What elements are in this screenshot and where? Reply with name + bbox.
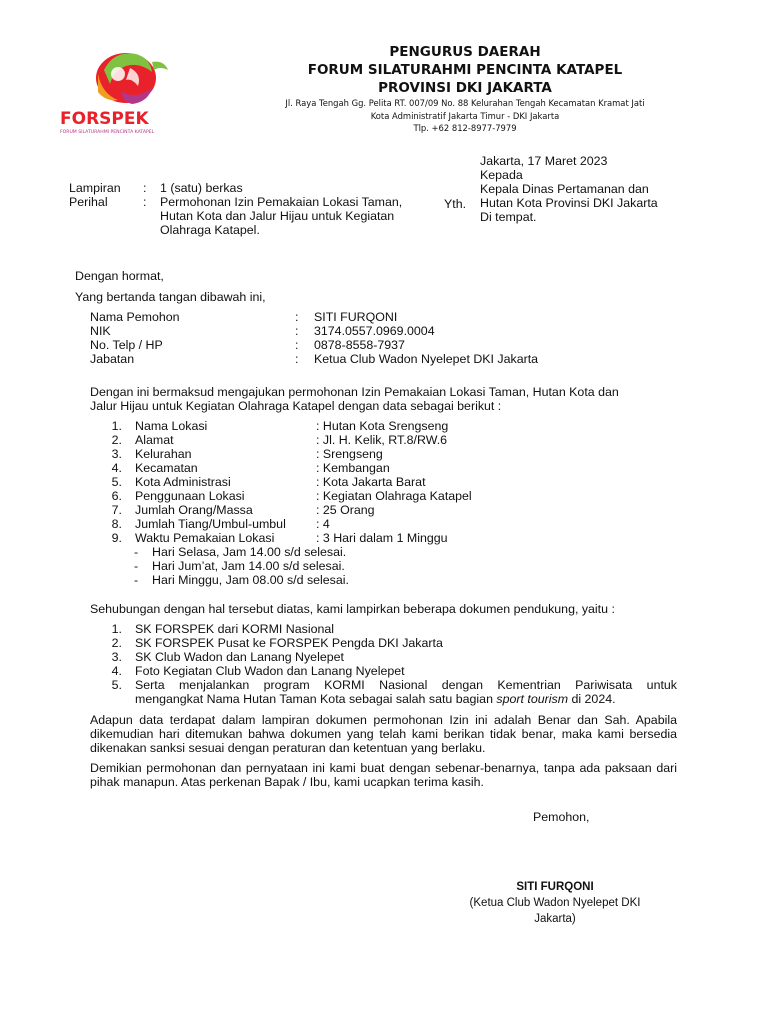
detail-number: 9. [111, 531, 122, 545]
logo-subtext: FORUM SILATURAHMI PENCINTA KATAPEL [60, 130, 155, 135]
detail-value: : Hutan Kota Srengseng [316, 419, 449, 433]
request-paragraph-line: Jalur Hijau untuk Kegiatan Olahraga Katapel dengan data sebagai berikut : [90, 399, 502, 413]
detail-label: Jumlah Orang/Massa [135, 503, 253, 517]
org-level: PENGURUS DAERAH [389, 44, 541, 60]
applicant-label: Jabatan [90, 352, 135, 366]
intro: Yang bertanda tangan dibawah ini, [75, 290, 266, 304]
detail-number: 8. [111, 517, 122, 531]
detail-label: Kota Administrasi [135, 475, 231, 489]
detail-label: Kecamatan [135, 461, 198, 475]
detail-value: : 25 Orang [316, 503, 375, 517]
perihal-label: Perihal [69, 195, 108, 209]
detail-label: Jumlah Tiang/Umbul-umbul [135, 517, 286, 531]
doc5-text-end: di 2024. [568, 692, 616, 706]
detail-number: 2. [111, 433, 122, 447]
detail-number: 5. [111, 475, 122, 489]
perihal-line: Hutan Kota dan Jalur Hijau untuk Kegiatan [160, 209, 395, 223]
detail-number: 3. [111, 447, 122, 461]
document-number: 3. [111, 650, 122, 664]
applicant-colon: : [295, 324, 299, 338]
lampiran-label: Lampiran [69, 181, 121, 195]
closing-paragraph: Demikian permohonan dan pernyataan ini kami buat dengan sebenar-benarnya, tanpa ada paksaan dari pihak manapun. Atas perkenan Bapak / Ibu, kami ucapkan terima kasih. [90, 761, 677, 790]
org-phone: Tlp. +62 812-8977-7979 [413, 123, 517, 133]
recipient-yth: Yth. [444, 197, 467, 211]
document-item-continued [135, 692, 616, 706]
recipient-place: Di tempat. [480, 210, 537, 224]
logo-emblem [96, 53, 168, 104]
forspek-logo [52, 44, 212, 136]
applicant-colon: : [295, 338, 299, 352]
signature-name: SITI FURQONI [516, 881, 594, 893]
detail-value: : Kembangan [316, 461, 390, 475]
document-item: Foto Kegiatan Club Wadon dan Lanang Nyelepet [135, 664, 405, 678]
detail-number: 4. [111, 461, 122, 475]
perihal-line: Permohonan Izin Pemakaian Lokasi Taman, [160, 195, 403, 209]
applicant-value: 0878-8558-7937 [314, 338, 405, 352]
org-address: Jl. Raya Tengah Gg. Pelita RT. 007/09 No. 88 Kelurahan Tengah Kecamatan Kramat Jati [285, 98, 645, 108]
schedule-dash: - [134, 573, 139, 587]
recipient-name-2: Hutan Kota Provinsi DKI Jakarta [480, 196, 658, 210]
detail-value: : Jl. H. Kelik, RT.8/RW.6 [316, 433, 448, 447]
applicant-label: NIK [90, 324, 111, 338]
detail-number: 6. [111, 489, 122, 503]
request-paragraph-line: Dengan ini bermaksud mengajukan permohonan Izin Pemakaian Lokasi Taman, Hutan Kota dan [90, 385, 619, 399]
detail-number: 7. [111, 503, 122, 517]
signature-closing: Pemohon, [533, 810, 590, 824]
doc5-text: mengangkat Nama Hutan Taman Kota sebagai salah satu bagian [135, 692, 497, 706]
perihal-colon: : [143, 195, 147, 209]
detail-value: : Srengseng [316, 447, 383, 461]
lampiran-value: 1 (satu) berkas [160, 181, 243, 195]
schedule-item: Hari Minggu, Jam 08.00 s/d selesai. [152, 573, 349, 587]
detail-label: Kelurahan [135, 447, 192, 461]
applicant-colon: : [295, 352, 299, 366]
greeting: Dengan hormat, [75, 269, 164, 283]
schedule-dash: - [134, 559, 139, 573]
documents-intro: Sehubungan dengan hal tersebut diatas, kami lampirkan beberapa dokumen pendukung, yaitu : [90, 602, 615, 616]
applicant-colon: : [295, 310, 299, 324]
document-number: 1. [111, 622, 122, 636]
perihal-line: Olahraga Katapel. [160, 223, 260, 237]
letter-date: Jakarta, 17 Maret 2023 [480, 154, 608, 168]
document-number: 2. [111, 636, 122, 650]
schedule-item: Hari Selasa, Jam 14.00 s/d selesai. [152, 545, 347, 559]
org-city: Kota Administratif Jakarta Timur - DKI Jakarta [370, 111, 560, 121]
detail-label: Alamat [135, 433, 174, 447]
doc5-italic: sport tourism [496, 692, 569, 706]
applicant-value: SITI FURQONI [314, 310, 398, 324]
applicant-label: No. Telp / HP [90, 338, 163, 352]
detail-value: : 4 [316, 517, 330, 531]
applicant-value: 3174.0557.0969.0004 [314, 324, 435, 338]
applicant-value: Ketua Club Wadon Nyelepet DKI Jakarta [314, 352, 539, 366]
detail-label: Nama Lokasi [135, 419, 208, 433]
document-item: SK FORSPEK dari KORMI Nasional [135, 622, 335, 636]
schedule-dash: - [134, 545, 139, 559]
document-number: 4. [111, 664, 122, 678]
applicant-label: Nama Pemohon [90, 310, 180, 324]
detail-value: : Kegiatan Olahraga Katapel [316, 489, 472, 503]
detail-label: Penggunaan Lokasi [135, 489, 245, 503]
document-number: 5. [111, 678, 122, 692]
recipient-name-1: Kepala Dinas Pertamanan dan [480, 182, 649, 196]
recipient-to: Kepada [480, 168, 523, 182]
document-item: SK Club Wadon dan Lanang Nyelepet [135, 650, 344, 664]
detail-number: 1. [111, 419, 122, 433]
validity-paragraph: Adapun data terdapat dalam lampiran dokumen permohonan Izin ini adalah Benar dan Sah. Apabila dikemudian hari ditemukan bahwa dokumen yang telah kami berikan tidak benar, maka kami bersedia dikenakan sanksi sesuai dengan peraturan dan ketentuan yang berlaku. [90, 713, 677, 756]
detail-value: : 3 Hari dalam 1 Minggu [316, 531, 448, 545]
lampiran-colon: : [143, 181, 147, 195]
detail-value: : Kota Jakarta Barat [316, 475, 426, 489]
signature-title: (Ketua Club Wadon Nyelepet DKI Jakarta) [469, 897, 641, 925]
document-item: SK FORSPEK Pusat ke FORSPEK Pengda DKI Jakarta [135, 636, 443, 650]
document-item: Serta menjalankan program KORMI Nasional dengan Kementrian Pariwisata untuk [135, 678, 677, 692]
org-province: PROVINSI DKI JAKARTA [378, 80, 552, 96]
detail-label: Waktu Pemakaian Lokasi [135, 531, 275, 545]
org-name: FORUM SILATURAHMI PENCINTA KATAPEL [307, 62, 623, 78]
schedule-item: Hari Jum’at, Jam 14.00 s/d selesai. [152, 559, 345, 573]
logo-wordmark: FORSPEK [60, 109, 149, 129]
